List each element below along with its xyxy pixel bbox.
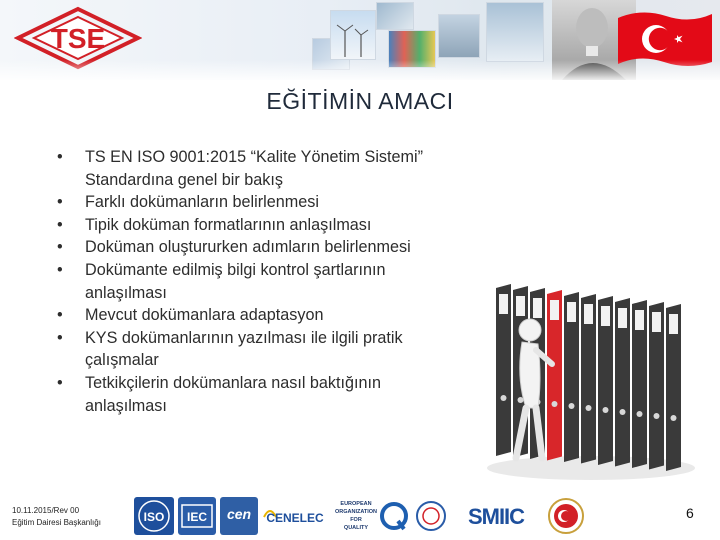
binder-label — [601, 306, 610, 326]
iec-logo — [178, 497, 216, 535]
svg-text:EUROPEAN: EUROPEAN — [340, 501, 372, 507]
bullet-text: anlaşılması — [85, 396, 167, 415]
binder-ring-hole — [586, 405, 592, 411]
bullet-text: TS EN ISO 9001:2015 “Kalite Yönetim Sistemi” — [85, 148, 423, 166]
bullet-item — [56, 259, 476, 304]
cen-logo — [220, 497, 258, 535]
binder-label — [618, 308, 627, 328]
binder-label — [567, 302, 576, 322]
bullet-dot: • — [57, 238, 63, 257]
binders-illustration — [486, 268, 696, 483]
wind-turbine-photo — [330, 10, 376, 60]
bullet-item — [56, 372, 476, 417]
cenelec-logo — [262, 497, 324, 535]
footer-department: Eğitim Dairesi Başkanlığı — [12, 518, 101, 527]
svg-text:ISO: ISO — [143, 510, 165, 524]
bullet-text: Standardına genel bir bakış — [85, 170, 283, 189]
binder-label — [669, 314, 678, 334]
tse-logo-text: TSE — [50, 23, 106, 54]
binder-label — [550, 300, 559, 320]
bullet-text: Mevcut dokümanlara adaptasyon — [85, 306, 324, 325]
bullet-text: Tipik doküman formatlarının anlaşılması — [85, 215, 372, 234]
bullet-dot: • — [57, 306, 63, 325]
binder-ring-hole — [603, 407, 609, 413]
smiic-logo — [454, 497, 538, 535]
figure-head — [519, 319, 541, 341]
slide-header — [0, 0, 720, 80]
binder-label — [516, 296, 525, 316]
svg-text:QUALITY: QUALITY — [343, 525, 369, 531]
svg-text:ORGANIZATION: ORGANIZATION — [334, 509, 378, 515]
bullet-item — [56, 214, 476, 237]
iso-logo — [134, 497, 174, 535]
lab-worker-photo — [486, 2, 544, 62]
binder-label — [499, 294, 508, 314]
header-fade — [0, 60, 720, 80]
bullet-dot: • — [57, 215, 63, 234]
bullet-item — [56, 236, 476, 259]
binder-label — [584, 304, 593, 324]
binder-ring-hole — [637, 411, 643, 417]
bullet-text: Dokümante edilmiş bilgi kontrol şartlarının — [85, 260, 386, 279]
bullet-dot: • — [57, 373, 63, 392]
bullet-dot: • — [57, 260, 63, 279]
binder-ring-hole — [671, 415, 677, 421]
binder-ring-hole — [552, 401, 558, 407]
standards-logos — [134, 497, 594, 537]
bullet-text: çalışmalar — [85, 351, 159, 370]
doctor-photo — [376, 2, 414, 30]
footer-date: 10.11.2015/Rev 00 — [12, 506, 80, 515]
page-number: 6 — [686, 505, 694, 521]
bullet-text: Tetkikçilerin dokümanlara nasıl baktığının — [85, 373, 382, 392]
svg-text:cen: cen — [226, 506, 252, 522]
binder-ring-hole — [518, 397, 524, 403]
factory-photo — [438, 14, 480, 58]
svg-text:CENELEC: CENELEC — [266, 511, 324, 525]
bullet-dot: • — [57, 328, 63, 347]
svg-text:IEC: IEC — [186, 510, 208, 524]
svg-text:FOR: FOR — [350, 517, 362, 523]
bullet-dot: • — [57, 148, 63, 166]
bullet-dot: • — [57, 193, 63, 212]
bullet-text: Farklı dokümanların belirlenmesi — [85, 193, 319, 212]
bullet-text: anlaşılması — [85, 283, 167, 302]
bullet-item — [56, 327, 476, 372]
footer-info — [12, 505, 101, 529]
bullet-text: Doküman oluştururken adımların belirlenmesi — [85, 238, 411, 257]
binder-ring-hole — [569, 403, 575, 409]
binder-label — [533, 298, 542, 318]
svg-text:SMIIC: SMIIC — [467, 504, 525, 529]
eoq-logo — [330, 497, 408, 535]
slide-title: EĞİTİMİN AMACI — [266, 88, 454, 114]
bullet-item — [56, 191, 476, 214]
binder-ring-hole — [501, 395, 507, 401]
binder-ring-hole — [654, 413, 660, 419]
ionet-logo — [414, 497, 448, 535]
bullet-text: KYS dokümanlarının yazılması ile ilgili pratik — [85, 328, 403, 347]
binder-ring-hole — [620, 409, 626, 415]
bullet-item — [56, 146, 476, 191]
binder-label — [635, 310, 644, 330]
bullet-list — [56, 146, 476, 417]
binder-label — [652, 312, 661, 332]
bullet-item — [56, 304, 476, 327]
crescent-seal-logo — [546, 497, 586, 535]
